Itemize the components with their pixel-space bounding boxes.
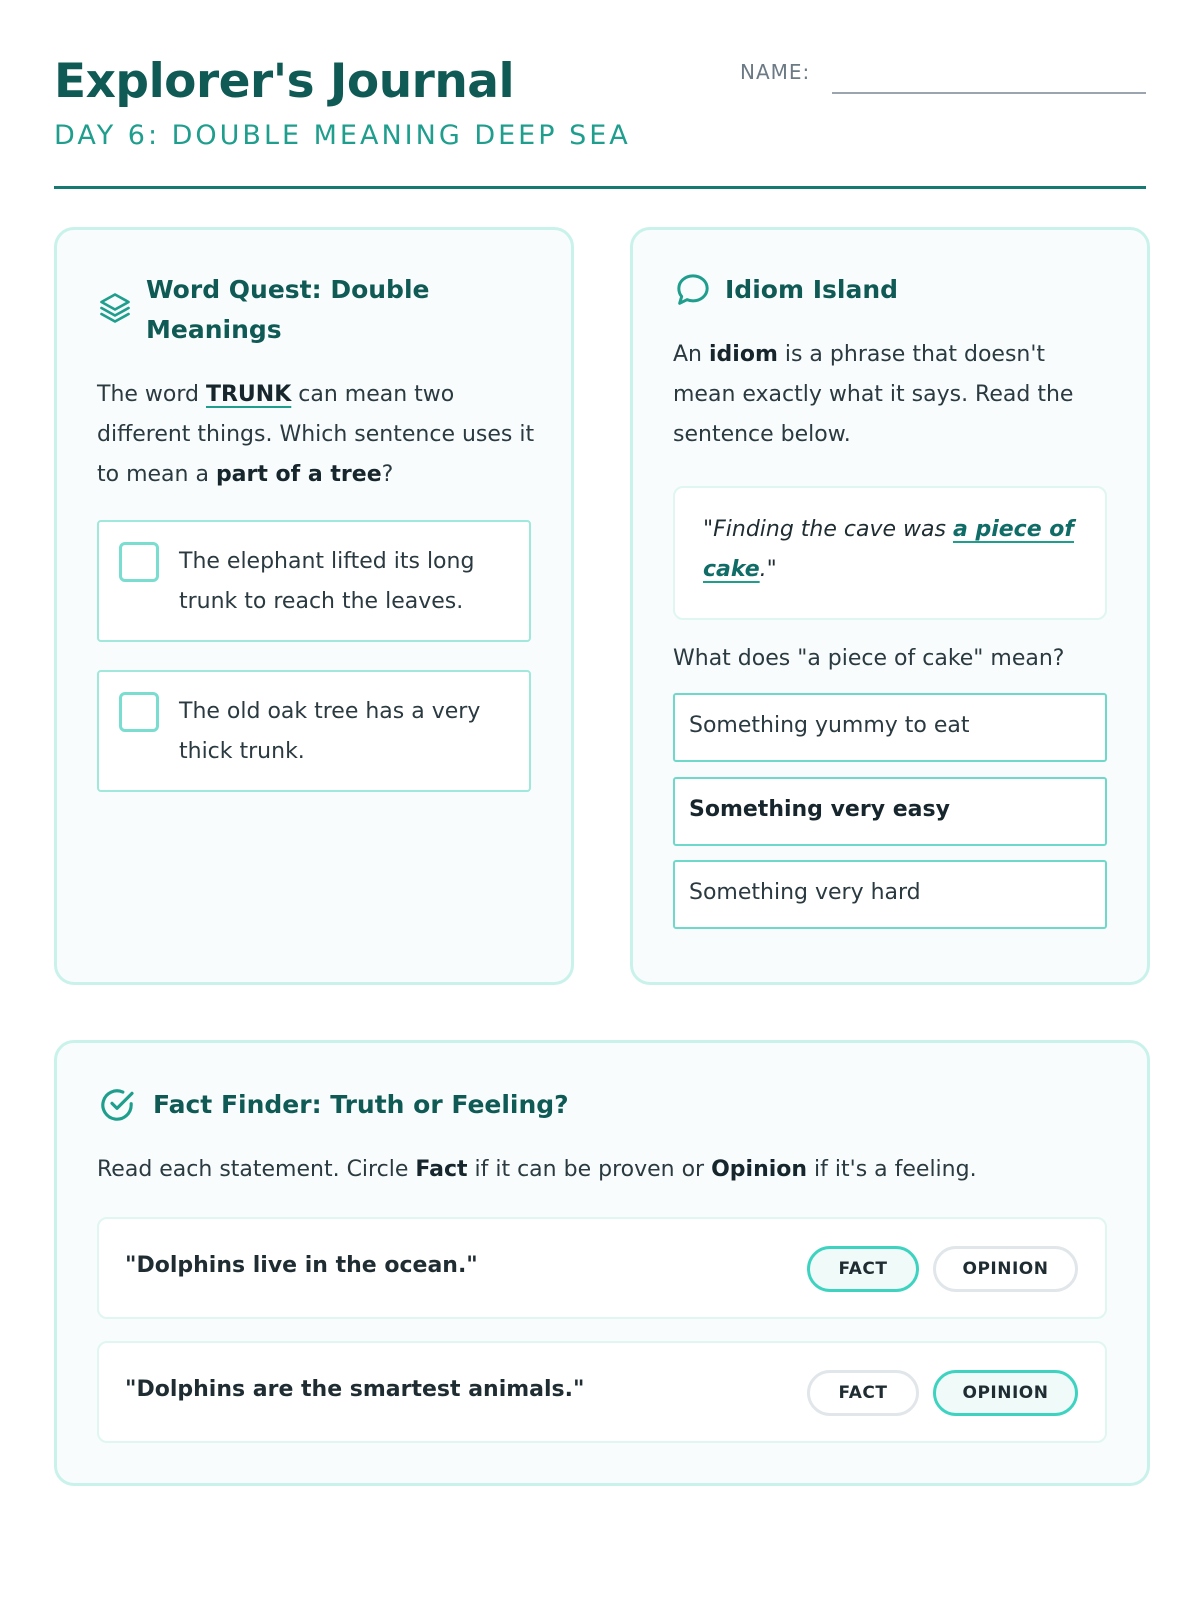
opinion-button[interactable]: OPINION bbox=[933, 1370, 1078, 1416]
idiom-quote bbox=[703, 510, 1083, 590]
answer-option-selected[interactable] bbox=[673, 777, 1107, 846]
intro-text: An bbox=[673, 342, 709, 367]
instruction-emphasis: Opinion bbox=[711, 1157, 808, 1182]
fact-button[interactable]: FACT bbox=[807, 1246, 919, 1292]
page-header bbox=[54, 52, 1146, 151]
instruction-text: Read each statement. Circle bbox=[97, 1157, 416, 1182]
answer-text: Something very easy bbox=[689, 797, 950, 822]
idiom-question: What does "a piece of cake" mean? bbox=[673, 646, 1065, 671]
statement-row bbox=[97, 1217, 1107, 1319]
instruction-text: if it can be proven or bbox=[467, 1157, 712, 1182]
answer-text: Something very hard bbox=[689, 880, 921, 905]
idiom-island-card bbox=[630, 227, 1150, 985]
page-subtitle: DAY 6: DOUBLE MEANING DEEP SEA bbox=[54, 120, 631, 151]
prompt-emphasis: part of a tree bbox=[215, 462, 382, 487]
word-option[interactable] bbox=[97, 520, 531, 642]
intro-text: is a phrase that doesn't mean exactly what it says. Read the sentence below. bbox=[673, 342, 1074, 447]
option-checkbox[interactable] bbox=[119, 692, 159, 732]
answer-option[interactable] bbox=[673, 693, 1107, 762]
word-option[interactable] bbox=[97, 670, 531, 792]
page-title: Explorer's Journal bbox=[54, 54, 515, 109]
statement-row bbox=[97, 1341, 1107, 1443]
quote-text: "Finding the cave was bbox=[703, 517, 953, 542]
idiom-island-title: Idiom Island bbox=[725, 275, 899, 304]
answer-text: Something yummy to eat bbox=[689, 713, 970, 738]
word-quest-title-line2: Meanings bbox=[146, 315, 282, 344]
option-text: The elephant lifted its long trunk to reach the leaves. bbox=[179, 549, 475, 614]
layers-icon bbox=[97, 290, 133, 326]
quote-idiom: a piece of cake bbox=[703, 517, 1074, 582]
word-quest-prompt bbox=[97, 375, 537, 495]
fact-finder-card bbox=[54, 1040, 1150, 1486]
instruction-text: if it's a feeling. bbox=[807, 1157, 977, 1182]
statement-text: "Dolphins live in the ocean." bbox=[125, 1253, 478, 1278]
opinion-button[interactable]: OPINION bbox=[933, 1246, 1078, 1292]
speech-bubble-icon bbox=[673, 270, 713, 310]
name-line[interactable] bbox=[832, 92, 1146, 94]
target-word: TRUNK bbox=[205, 382, 292, 407]
name-field[interactable] bbox=[740, 60, 1146, 94]
idiom-intro bbox=[673, 335, 1113, 455]
word-quest-title bbox=[146, 270, 526, 350]
statement-text: "Dolphins are the smartest animals." bbox=[125, 1377, 585, 1402]
header-divider bbox=[54, 186, 1146, 189]
word-quest-card bbox=[54, 227, 574, 985]
fact-button[interactable]: FACT bbox=[807, 1370, 919, 1416]
fact-finder-instructions bbox=[97, 1150, 1107, 1190]
name-label: NAME: bbox=[740, 60, 811, 84]
option-text: The old oak tree has a very thick trunk. bbox=[179, 699, 481, 764]
quote-text: ." bbox=[759, 557, 777, 582]
option-checkbox[interactable] bbox=[119, 542, 159, 582]
prompt-text: The word bbox=[97, 382, 206, 407]
idiom-quote-box bbox=[673, 486, 1107, 620]
answer-option[interactable] bbox=[673, 860, 1107, 929]
check-circle-icon bbox=[97, 1085, 137, 1125]
word-quest-title-line1: Word Quest: Double bbox=[146, 275, 430, 304]
fact-finder-title: Fact Finder: Truth or Feeling? bbox=[153, 1090, 569, 1119]
intro-emphasis: idiom bbox=[709, 342, 778, 367]
instruction-emphasis: Fact bbox=[415, 1157, 468, 1182]
prompt-text: ? bbox=[381, 462, 394, 487]
prompt-text: can mean two different things. Which sentence uses it to mean a bbox=[97, 382, 535, 487]
